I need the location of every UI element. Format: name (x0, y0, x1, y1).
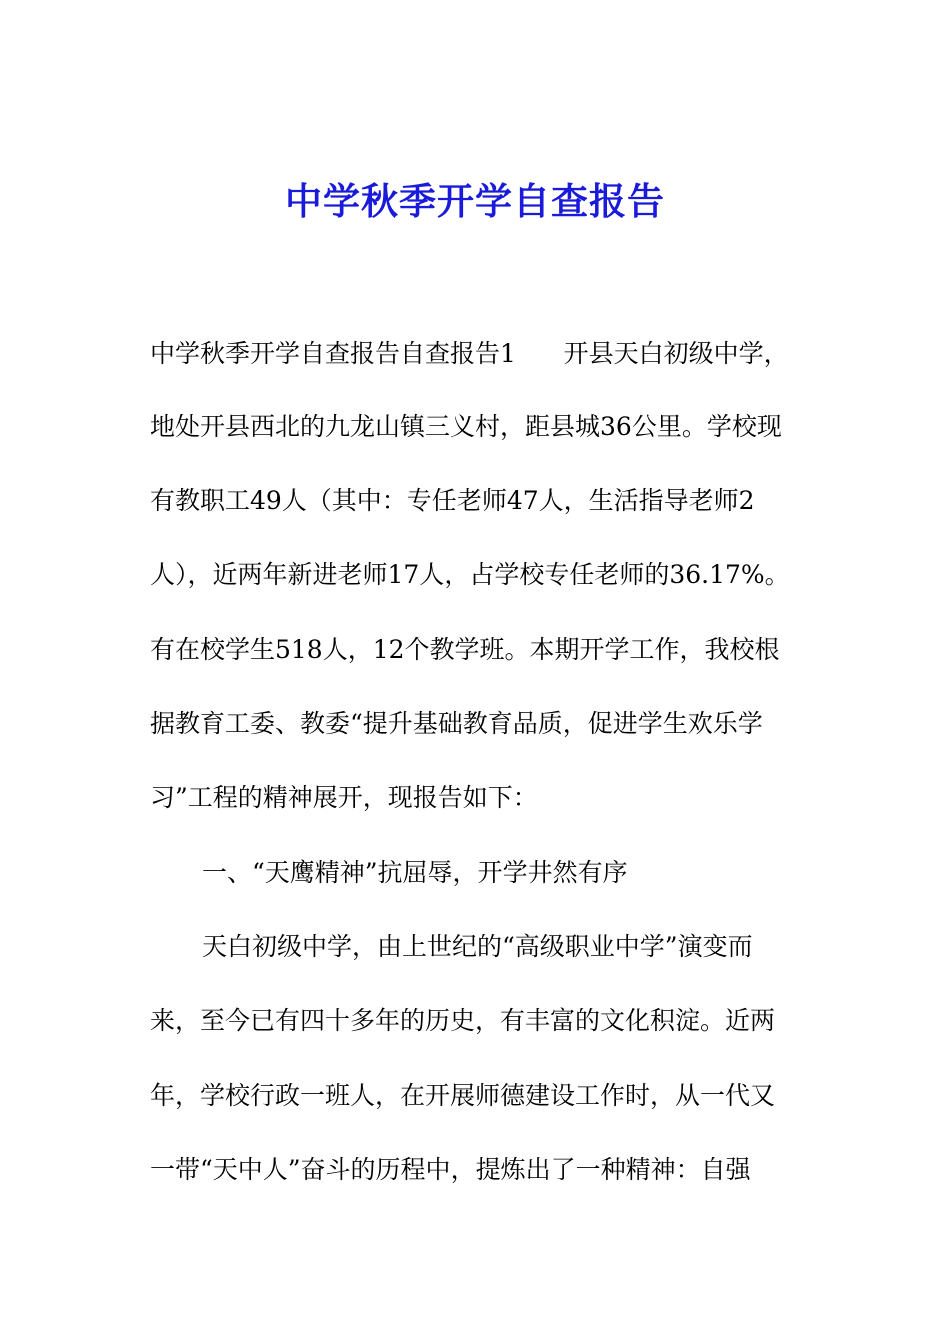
body-line: 天白初级中学，由上世纪的“高级职业中学”演变而 (202, 932, 753, 961)
body-line: 年，学校行政一班人，在开展师德建设工作时，从一代又 (150, 1081, 776, 1110)
body-line: 一带“天中人”奋斗的历程中，提炼出了一种精神：自强 (150, 1155, 751, 1184)
document-title: 中学秋季开学自查报告 (285, 180, 665, 223)
body-line: 地处开县西北的九龙山镇三义村，距县城36公里。学校现 (150, 412, 782, 441)
body-line: 人），近两年新进老师17人，占学校专任老师的36.17%。 (150, 560, 790, 589)
body-line: 来，至今已有四十多年的历史，有丰富的文化积淀。近两 (150, 1006, 776, 1035)
body-line: 据教育工委、教委“提升基础教育品质，促进学生欢乐学 (150, 709, 763, 738)
body-line: 中学秋季开学自查报告自查报告1 开县天白初级中学， (150, 339, 789, 368)
body-line: 有教职工49人（其中：专任老师47人，生活指导老师2 (150, 486, 755, 515)
section-heading: 一、“天鹰精神”抗屈辱，开学井然有序 (202, 858, 628, 887)
body-line: 习”工程的精神展开，现报告如下： (150, 783, 538, 812)
body-line: 有在校学生518人，12个教学班。本期开学工作，我校根 (150, 635, 780, 664)
